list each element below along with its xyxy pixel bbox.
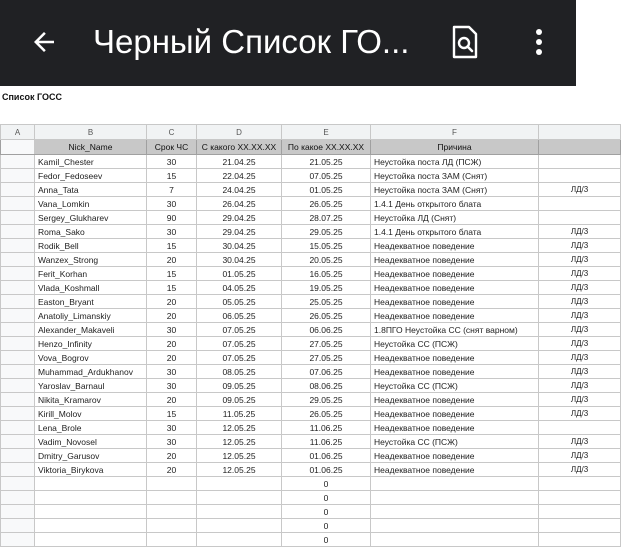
cell-to-date[interactable]: 0 bbox=[282, 477, 371, 491]
back-button[interactable] bbox=[26, 24, 62, 60]
spreadsheet-grid[interactable] bbox=[0, 124, 589, 553]
cell-reason[interactable]: Неустойка СС (ПСЖ) bbox=[371, 337, 539, 351]
row-number-cell[interactable] bbox=[1, 337, 35, 351]
cell-extra[interactable]: ЛД/3 bbox=[539, 323, 621, 337]
cell-from-date[interactable]: 07.05.25 bbox=[197, 337, 282, 351]
cell-term[interactable] bbox=[147, 477, 197, 491]
table-row bbox=[1, 337, 621, 351]
row-number-cell[interactable] bbox=[1, 435, 35, 449]
table-row bbox=[1, 365, 621, 379]
cell-to-date[interactable]: 08.06.25 bbox=[282, 379, 371, 393]
cell-to-date[interactable]: 07.05.25 bbox=[282, 169, 371, 183]
cell-term[interactable]: 30 bbox=[147, 421, 197, 435]
cell-extra[interactable]: ЛД/3 bbox=[539, 393, 621, 407]
cell-from-date[interactable]: 11.05.25 bbox=[197, 407, 282, 421]
cell-reason[interactable]: Неустойка СС (ПСЖ) bbox=[371, 379, 539, 393]
table-row bbox=[1, 379, 621, 393]
row-number-cell[interactable] bbox=[1, 421, 35, 435]
cell-term[interactable]: 30 bbox=[147, 197, 197, 211]
cell-to-date[interactable]: 11.06.25 bbox=[282, 421, 371, 435]
cell-to-date[interactable]: 29.05.25 bbox=[282, 393, 371, 407]
cell-term[interactable]: 15 bbox=[147, 281, 197, 295]
cell-term[interactable] bbox=[147, 505, 197, 519]
cell-extra[interactable] bbox=[539, 491, 621, 505]
cell-extra[interactable] bbox=[539, 519, 621, 533]
cell-term[interactable] bbox=[147, 519, 197, 533]
cell-nick-name[interactable]: Henzo_Infinity bbox=[35, 337, 147, 351]
cell-from-date[interactable] bbox=[197, 477, 282, 491]
cell-term[interactable]: 30 bbox=[147, 435, 197, 449]
cell-to-date[interactable]: 21.05.25 bbox=[282, 155, 371, 169]
cell-from-date[interactable]: 22.04.25 bbox=[197, 169, 282, 183]
cell-term[interactable]: 90 bbox=[147, 211, 197, 225]
cell-from-date[interactable]: 30.04.25 bbox=[197, 239, 282, 253]
header-from-date[interactable]: С какого XX.XX.XX bbox=[197, 140, 282, 155]
cell-to-date[interactable]: 26.05.25 bbox=[282, 309, 371, 323]
row-number-cell[interactable] bbox=[1, 463, 35, 477]
row-number-cell[interactable] bbox=[1, 239, 35, 253]
cell-extra[interactable]: ЛД/3 bbox=[539, 435, 621, 449]
cell-reason[interactable] bbox=[371, 533, 539, 547]
cell-nick-name[interactable]: Easton_Bryant bbox=[35, 295, 147, 309]
cell-nick-name[interactable] bbox=[35, 491, 147, 505]
table-row bbox=[1, 323, 621, 337]
cell-reason[interactable]: Неадекватное поведение bbox=[371, 295, 539, 309]
find-in-document-button[interactable] bbox=[448, 24, 482, 60]
cell-nick-name[interactable]: Vova_Bogrov bbox=[35, 351, 147, 365]
cell-to-date[interactable]: 0 bbox=[282, 491, 371, 505]
cell-to-date[interactable]: 01.06.25 bbox=[282, 463, 371, 477]
cell-term[interactable]: 20 bbox=[147, 337, 197, 351]
row-number-cell[interactable] bbox=[1, 351, 35, 365]
cell-to-date[interactable]: 27.05.25 bbox=[282, 351, 371, 365]
cell-to-date[interactable]: 07.06.25 bbox=[282, 365, 371, 379]
cell-nick-name[interactable]: Kamil_Chester bbox=[35, 155, 147, 169]
cell-from-date[interactable]: 12.05.25 bbox=[197, 421, 282, 435]
table-header-row bbox=[1, 140, 621, 155]
table-row bbox=[1, 197, 621, 211]
cell-extra[interactable] bbox=[539, 421, 621, 435]
cell-to-date[interactable]: 01.05.25 bbox=[282, 183, 371, 197]
row-number-cell[interactable] bbox=[1, 197, 35, 211]
cell-term[interactable]: 20 bbox=[147, 295, 197, 309]
cell-extra[interactable]: ЛД/3 bbox=[539, 267, 621, 281]
cell-to-date[interactable]: 29.05.25 bbox=[282, 225, 371, 239]
row-number-cell[interactable] bbox=[1, 267, 35, 281]
cell-from-date[interactable]: 30.04.25 bbox=[197, 253, 282, 267]
table-row bbox=[1, 267, 621, 281]
cell-to-date[interactable]: 0 bbox=[282, 505, 371, 519]
cell-from-date[interactable]: 12.05.25 bbox=[197, 449, 282, 463]
cell-nick-name[interactable]: Viktoria_Birykova bbox=[35, 463, 147, 477]
cell-from-date[interactable] bbox=[197, 491, 282, 505]
cell[interactable] bbox=[1, 140, 35, 155]
cell-from-date[interactable]: 09.05.25 bbox=[197, 393, 282, 407]
cell-term[interactable]: 7 bbox=[147, 183, 197, 197]
cell-from-date[interactable]: 05.05.25 bbox=[197, 295, 282, 309]
cell-from-date[interactable]: 09.05.25 bbox=[197, 379, 282, 393]
row-number-cell[interactable] bbox=[1, 407, 35, 421]
row-number-cell[interactable] bbox=[1, 211, 35, 225]
cell-nick-name[interactable]: Lena_Brole bbox=[35, 421, 147, 435]
cell-reason[interactable]: Неадекватное поведение bbox=[371, 421, 539, 435]
cell-extra[interactable]: ЛД/3 bbox=[539, 225, 621, 239]
cell-from-date[interactable]: 08.05.25 bbox=[197, 365, 282, 379]
cell-term[interactable]: 15 bbox=[147, 169, 197, 183]
cell-extra[interactable]: ЛД/3 bbox=[539, 239, 621, 253]
table-row bbox=[1, 155, 621, 169]
cell-to-date[interactable]: 27.05.25 bbox=[282, 337, 371, 351]
cell-from-date[interactable]: 29.04.25 bbox=[197, 225, 282, 239]
cell-from-date[interactable] bbox=[197, 533, 282, 547]
column-header[interactable]: A bbox=[1, 125, 35, 140]
cell-extra[interactable] bbox=[539, 533, 621, 547]
cell-reason[interactable]: Неадекватное поведение bbox=[371, 309, 539, 323]
table-row bbox=[1, 505, 621, 519]
cell-term[interactable]: 20 bbox=[147, 351, 197, 365]
row-number-cell[interactable] bbox=[1, 295, 35, 309]
column-header[interactable]: E bbox=[282, 125, 371, 140]
cell-nick-name[interactable]: Sergey_Glukharev bbox=[35, 211, 147, 225]
cell-reason[interactable]: 1.4.1 День открытого блата bbox=[371, 197, 539, 211]
cell-reason[interactable]: Неадекватное поведение bbox=[371, 449, 539, 463]
cell-extra[interactable] bbox=[539, 505, 621, 519]
more-options-button[interactable] bbox=[528, 24, 550, 60]
cell-nick-name[interactable]: Fedor_Fedoseev bbox=[35, 169, 147, 183]
row-number-cell[interactable] bbox=[1, 281, 35, 295]
cell-from-date[interactable]: 29.04.25 bbox=[197, 211, 282, 225]
table-row bbox=[1, 491, 621, 505]
cell-nick-name[interactable]: Kirill_Molov bbox=[35, 407, 147, 421]
cell-to-date[interactable]: 25.05.25 bbox=[282, 295, 371, 309]
cell-reason[interactable]: 1.8ПГО Неустойка СС (снят варном) bbox=[371, 323, 539, 337]
cell-term[interactable]: 30 bbox=[147, 323, 197, 337]
column-header[interactable]: C bbox=[147, 125, 197, 140]
cell-to-date[interactable]: 19.05.25 bbox=[282, 281, 371, 295]
row-number-cell[interactable] bbox=[1, 519, 35, 533]
row-number-cell[interactable] bbox=[1, 225, 35, 239]
cell-from-date[interactable]: 12.05.25 bbox=[197, 435, 282, 449]
cell-reason[interactable]: 1.4.1 День открытого блата bbox=[371, 225, 539, 239]
cell-reason[interactable]: Неустойка поста ЗАМ (Снят) bbox=[371, 183, 539, 197]
row-number-cell[interactable] bbox=[1, 477, 35, 491]
row-number-cell[interactable] bbox=[1, 183, 35, 197]
table-row bbox=[1, 407, 621, 421]
cell-extra[interactable]: ЛД/3 bbox=[539, 309, 621, 323]
cell-reason[interactable]: Неустойка поста ЛД (ПСЖ) bbox=[371, 155, 539, 169]
cell-nick-name[interactable]: Ferit_Korhan bbox=[35, 267, 147, 281]
row-number-cell[interactable] bbox=[1, 309, 35, 323]
cell-extra[interactable]: ЛД/3 bbox=[539, 351, 621, 365]
row-number-cell[interactable] bbox=[1, 379, 35, 393]
cell-from-date[interactable]: 01.05.25 bbox=[197, 267, 282, 281]
cell-nick-name[interactable]: Vana_Lomkin bbox=[35, 197, 147, 211]
table-row bbox=[1, 239, 621, 253]
column-header[interactable]: B bbox=[35, 125, 147, 140]
cell-reason[interactable] bbox=[371, 519, 539, 533]
cell-term[interactable]: 30 bbox=[147, 155, 197, 169]
cell-term[interactable] bbox=[147, 491, 197, 505]
table-row bbox=[1, 519, 621, 533]
cell-to-date[interactable]: 0 bbox=[282, 519, 371, 533]
cell-extra[interactable] bbox=[539, 169, 621, 183]
cell-nick-name[interactable]: Wanzex_Strong bbox=[35, 253, 147, 267]
cell-from-date[interactable]: 26.04.25 bbox=[197, 197, 282, 211]
cell-extra[interactable] bbox=[539, 155, 621, 169]
cell-from-date[interactable]: 24.04.25 bbox=[197, 183, 282, 197]
row-number-cell[interactable] bbox=[1, 155, 35, 169]
table-row bbox=[1, 169, 621, 183]
cell-term[interactable]: 15 bbox=[147, 267, 197, 281]
table-row bbox=[1, 463, 621, 477]
cell-term[interactable]: 30 bbox=[147, 365, 197, 379]
cell-nick-name[interactable]: Vlada_Koshmall bbox=[35, 281, 147, 295]
back-arrow-icon bbox=[29, 27, 59, 57]
cell-extra[interactable]: ЛД/3 bbox=[539, 183, 621, 197]
cell-reason[interactable]: Неадекватное поведение bbox=[371, 463, 539, 477]
document-title: Черный Список ГО... bbox=[93, 23, 410, 60]
cell-nick-name[interactable]: Nikita_Kramarov bbox=[35, 393, 147, 407]
cell-from-date[interactable]: 04.05.25 bbox=[197, 281, 282, 295]
cell-nick-name[interactable] bbox=[35, 519, 147, 533]
cell-from-date[interactable]: 06.05.25 bbox=[197, 309, 282, 323]
cell-term[interactable]: 20 bbox=[147, 253, 197, 267]
app-bar bbox=[0, 0, 576, 86]
table-row bbox=[1, 309, 621, 323]
table-row bbox=[1, 393, 621, 407]
table-row bbox=[1, 449, 621, 463]
cell-extra[interactable] bbox=[539, 477, 621, 491]
header-reason[interactable]: Причина bbox=[371, 140, 539, 155]
cell-reason[interactable]: Неустойка СС (ПСЖ) bbox=[371, 435, 539, 449]
header-term[interactable]: Срок ЧС bbox=[147, 140, 197, 155]
cell-term[interactable]: 30 bbox=[147, 225, 197, 239]
more-vert-icon bbox=[528, 24, 550, 60]
cell-extra[interactable] bbox=[539, 211, 621, 225]
sheet-title: Список ГОСС bbox=[2, 92, 62, 102]
row-number-cell[interactable] bbox=[1, 491, 35, 505]
table-row bbox=[1, 295, 621, 309]
cell-from-date[interactable] bbox=[197, 519, 282, 533]
cell-to-date[interactable]: 11.06.25 bbox=[282, 435, 371, 449]
table-row bbox=[1, 477, 621, 491]
cell-term[interactable]: 15 bbox=[147, 239, 197, 253]
cell-to-date[interactable]: 26.05.25 bbox=[282, 197, 371, 211]
column-header[interactable]: F bbox=[371, 125, 539, 140]
row-number-cell[interactable] bbox=[1, 323, 35, 337]
cell-extra[interactable]: ЛД/3 bbox=[539, 379, 621, 393]
cell-to-date[interactable]: 01.06.25 bbox=[282, 449, 371, 463]
cell[interactable] bbox=[539, 140, 621, 155]
cell-reason[interactable] bbox=[371, 477, 539, 491]
cell-from-date[interactable]: 21.04.25 bbox=[197, 155, 282, 169]
column-header-row bbox=[1, 125, 621, 140]
cell-from-date[interactable]: 12.05.25 bbox=[197, 463, 282, 477]
header-nick-name[interactable]: Nick_Name bbox=[35, 140, 147, 155]
cell-reason[interactable]: Неустойка ЛД (Снят) bbox=[371, 211, 539, 225]
blacklist-table bbox=[0, 124, 621, 547]
cell-reason[interactable]: Неадекватное поведение bbox=[371, 351, 539, 365]
cell-nick-name[interactable]: Yaroslav_Barnaul bbox=[35, 379, 147, 393]
cell-to-date[interactable]: 28.07.25 bbox=[282, 211, 371, 225]
column-header[interactable] bbox=[539, 125, 621, 140]
table-row bbox=[1, 225, 621, 239]
cell-term[interactable]: 20 bbox=[147, 309, 197, 323]
cell-to-date[interactable]: 26.05.25 bbox=[282, 407, 371, 421]
cell-extra[interactable]: ЛД/3 bbox=[539, 407, 621, 421]
cell-nick-name[interactable]: Dmitry_Garusov bbox=[35, 449, 147, 463]
cell-nick-name[interactable] bbox=[35, 477, 147, 491]
row-number-cell[interactable] bbox=[1, 253, 35, 267]
cell-extra[interactable]: ЛД/3 bbox=[539, 365, 621, 379]
cell-nick-name[interactable] bbox=[35, 505, 147, 519]
document-search-icon bbox=[448, 24, 482, 60]
cell-reason[interactable]: Неадекватное поведение bbox=[371, 393, 539, 407]
cell-extra[interactable]: ЛД/3 bbox=[539, 463, 621, 477]
table-row bbox=[1, 421, 621, 435]
cell-to-date[interactable]: 06.06.25 bbox=[282, 323, 371, 337]
cell-from-date[interactable] bbox=[197, 505, 282, 519]
cell-to-date[interactable]: 20.05.25 bbox=[282, 253, 371, 267]
table-row bbox=[1, 281, 621, 295]
row-number-cell[interactable] bbox=[1, 505, 35, 519]
table-row bbox=[1, 351, 621, 365]
header-to-date[interactable]: По какое XX.XX.XX bbox=[282, 140, 371, 155]
cell-to-date[interactable]: 16.05.25 bbox=[282, 267, 371, 281]
table-row bbox=[1, 253, 621, 267]
table-row bbox=[1, 211, 621, 225]
cell-extra[interactable]: ЛД/3 bbox=[539, 253, 621, 267]
column-header[interactable]: D bbox=[197, 125, 282, 140]
cell-nick-name[interactable]: Alexander_Makaveli bbox=[35, 323, 147, 337]
cell-nick-name[interactable]: Vadim_Novosel bbox=[35, 435, 147, 449]
cell-term[interactable] bbox=[147, 533, 197, 547]
cell-nick-name[interactable]: Muhammad_Ardukhanov bbox=[35, 365, 147, 379]
cell-term[interactable]: 15 bbox=[147, 407, 197, 421]
cell-extra[interactable]: ЛД/3 bbox=[539, 337, 621, 351]
cell-reason[interactable]: Неадекватное поведение bbox=[371, 281, 539, 295]
cell-nick-name[interactable] bbox=[35, 533, 147, 547]
cell-extra[interactable]: ЛД/3 bbox=[539, 449, 621, 463]
cell-reason[interactable]: Неадекватное поведение bbox=[371, 267, 539, 281]
cell-from-date[interactable]: 07.05.25 bbox=[197, 351, 282, 365]
cell-nick-name[interactable]: Rodik_Bell bbox=[35, 239, 147, 253]
cell-reason[interactable]: Неадекватное поведение bbox=[371, 407, 539, 421]
cell-nick-name[interactable]: Anna_Tata bbox=[35, 183, 147, 197]
cell-term[interactable]: 20 bbox=[147, 393, 197, 407]
cell-to-date[interactable]: 0 bbox=[282, 533, 371, 547]
cell-nick-name[interactable]: Roma_Sako bbox=[35, 225, 147, 239]
cell-extra[interactable]: ЛД/3 bbox=[539, 295, 621, 309]
cell-nick-name[interactable]: Anatoliy_Limanskiy bbox=[35, 309, 147, 323]
cell-to-date[interactable]: 15.05.25 bbox=[282, 239, 371, 253]
cell-term[interactable]: 30 bbox=[147, 379, 197, 393]
row-number-cell[interactable] bbox=[1, 533, 35, 547]
cell-extra[interactable] bbox=[539, 197, 621, 211]
row-number-cell[interactable] bbox=[1, 393, 35, 407]
cell-term[interactable]: 20 bbox=[147, 463, 197, 477]
cell-extra[interactable]: ЛД/3 bbox=[539, 281, 621, 295]
cell-reason[interactable]: Неустойка поста ЗАМ (Снят) bbox=[371, 169, 539, 183]
cell-term[interactable]: 20 bbox=[147, 449, 197, 463]
table-row bbox=[1, 533, 621, 547]
cell-reason[interactable]: Неадекватное поведение bbox=[371, 239, 539, 253]
cell-reason[interactable]: Неадекватное поведение bbox=[371, 365, 539, 379]
cell-reason[interactable] bbox=[371, 505, 539, 519]
cell-reason[interactable] bbox=[371, 491, 539, 505]
cell-from-date[interactable]: 07.05.25 bbox=[197, 323, 282, 337]
table-row bbox=[1, 435, 621, 449]
row-number-cell[interactable] bbox=[1, 449, 35, 463]
cell-reason[interactable]: Неадекватное поведение bbox=[371, 253, 539, 267]
table-row bbox=[1, 183, 621, 197]
row-number-cell[interactable] bbox=[1, 169, 35, 183]
row-number-cell[interactable] bbox=[1, 365, 35, 379]
